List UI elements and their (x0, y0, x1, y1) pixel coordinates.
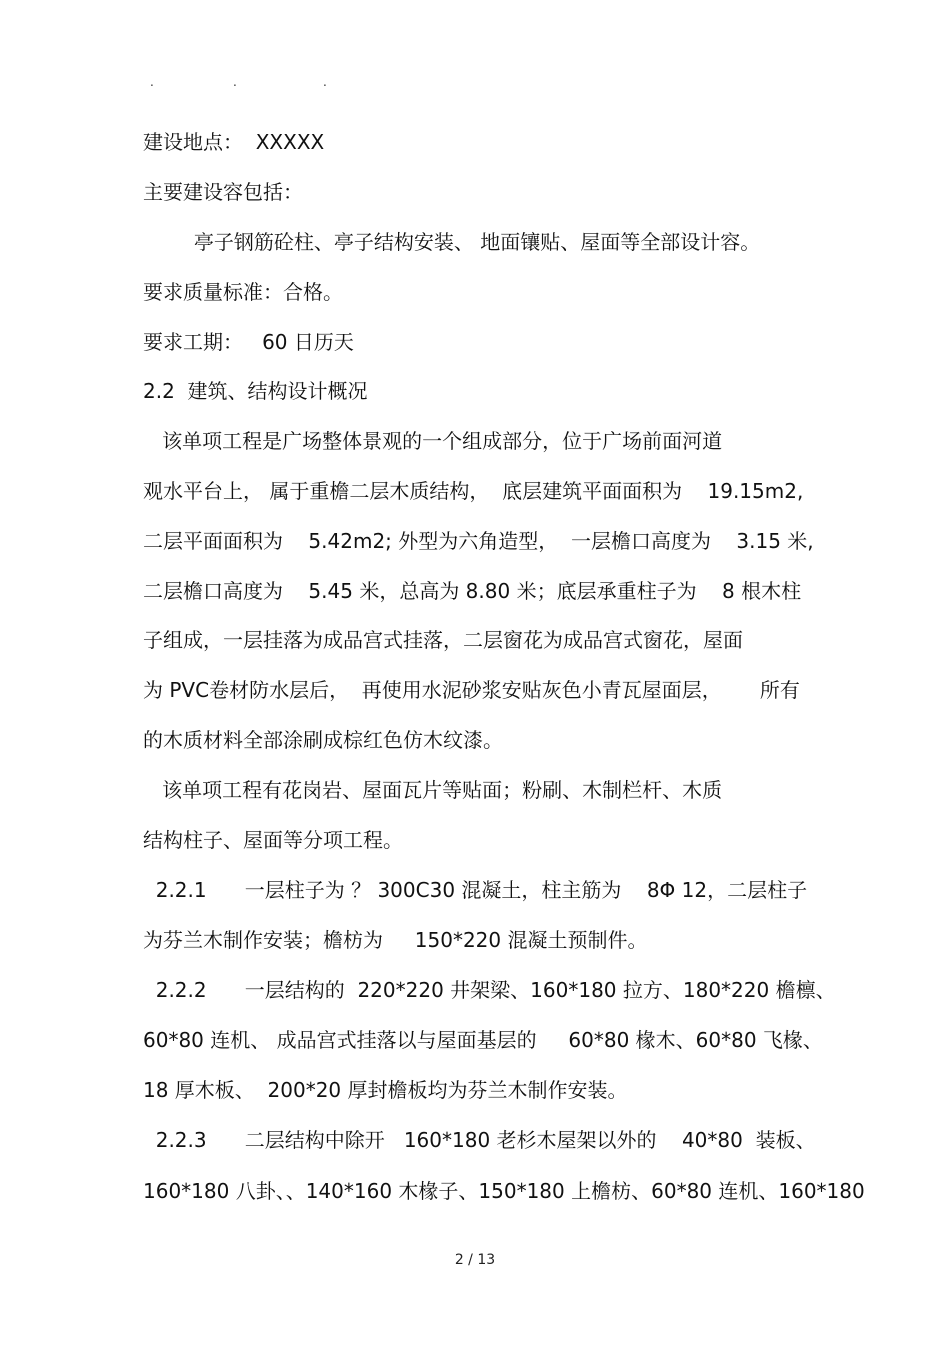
text-line: 2.2.2 一层结构的 220*220 井架梁、160*180 拉方、180*220 檐檩、 (143, 978, 836, 1002)
header-mark: . (233, 75, 237, 89)
text-line: 该单项工程有花岗岩、屋面瓦片等贴面；粉刷、木制栏杆、木质 (143, 778, 723, 802)
text-line: 60*80 连机、 成品宫式挂落以与屋面基层的 60*80 椽木、60*80 飞椽、 (143, 1028, 823, 1052)
text-line: 2.2.3 二层结构中除开 160*180 老杉木屋架以外的 40*80 装板、 (143, 1128, 816, 1152)
text-line: 2.2.1 一层柱子为 ？ 300C30 混凝土，柱主筋为 8Φ 12，二层柱子 (143, 878, 808, 902)
header-mark: . (323, 75, 327, 89)
text-line: 的木质材料全部涂刷成棕红色仿木纹漆。 (143, 728, 503, 752)
text-line: 二层檐口高度为 5.45 米，总高为 8.80 米；底层承重柱子为 8 根木柱 (143, 579, 802, 603)
text-line: 该单项工程是广场整体景观的一个组成部分，位于广场前面河道 (143, 429, 723, 453)
text-line: 结构柱子、屋面等分项工程。 (143, 828, 403, 852)
text-line: 二层平面面积为 5.42m2; 外型为六角造型， 一层檐口高度为 3.15 米, (143, 529, 814, 553)
text-line: 要求工期： 60 日历天 (143, 330, 354, 354)
section-heading: 2.2 建筑、结构设计概况 (143, 379, 368, 403)
header-mark: . (150, 75, 154, 89)
text-line: 亭子钢筋砼柱、亭子结构安装、 地面镶贴、屋面等全部设计容。 (143, 230, 761, 254)
text-line: 主要建设容包括： (143, 180, 303, 204)
text-line: 观水平台上， 属于重檐二层木质结构， 底层建筑平面面积为 19.15m2, (143, 479, 804, 503)
text-line: 160*180 八卦、、140*160 木椽子、150*180 上檐枋、60*80 连机、160*180 (143, 1179, 865, 1203)
text-line: 为芬兰木制作安装；檐枋为 150*220 混凝土预制件。 (143, 928, 648, 952)
text-line: 18 厚木板、 200*20 厚封檐板均为芬兰木制作安装。 (143, 1078, 628, 1102)
text-line: 要求质量标准：合格。 (143, 280, 343, 304)
text-line: 为 PVC卷材防水层后， 再使用水泥砂浆安贴灰色小青瓦屋面层， 所有 (143, 678, 800, 702)
header-marks (0, 72, 950, 92)
text-line: 子组成，一层挂落为成品宫式挂落，二层窗花为成品宫式窗花，屋面 (143, 628, 743, 652)
page-number: 2 / 13 (454, 1252, 496, 1268)
text-line: 建设地点： XXXXX (143, 130, 325, 154)
